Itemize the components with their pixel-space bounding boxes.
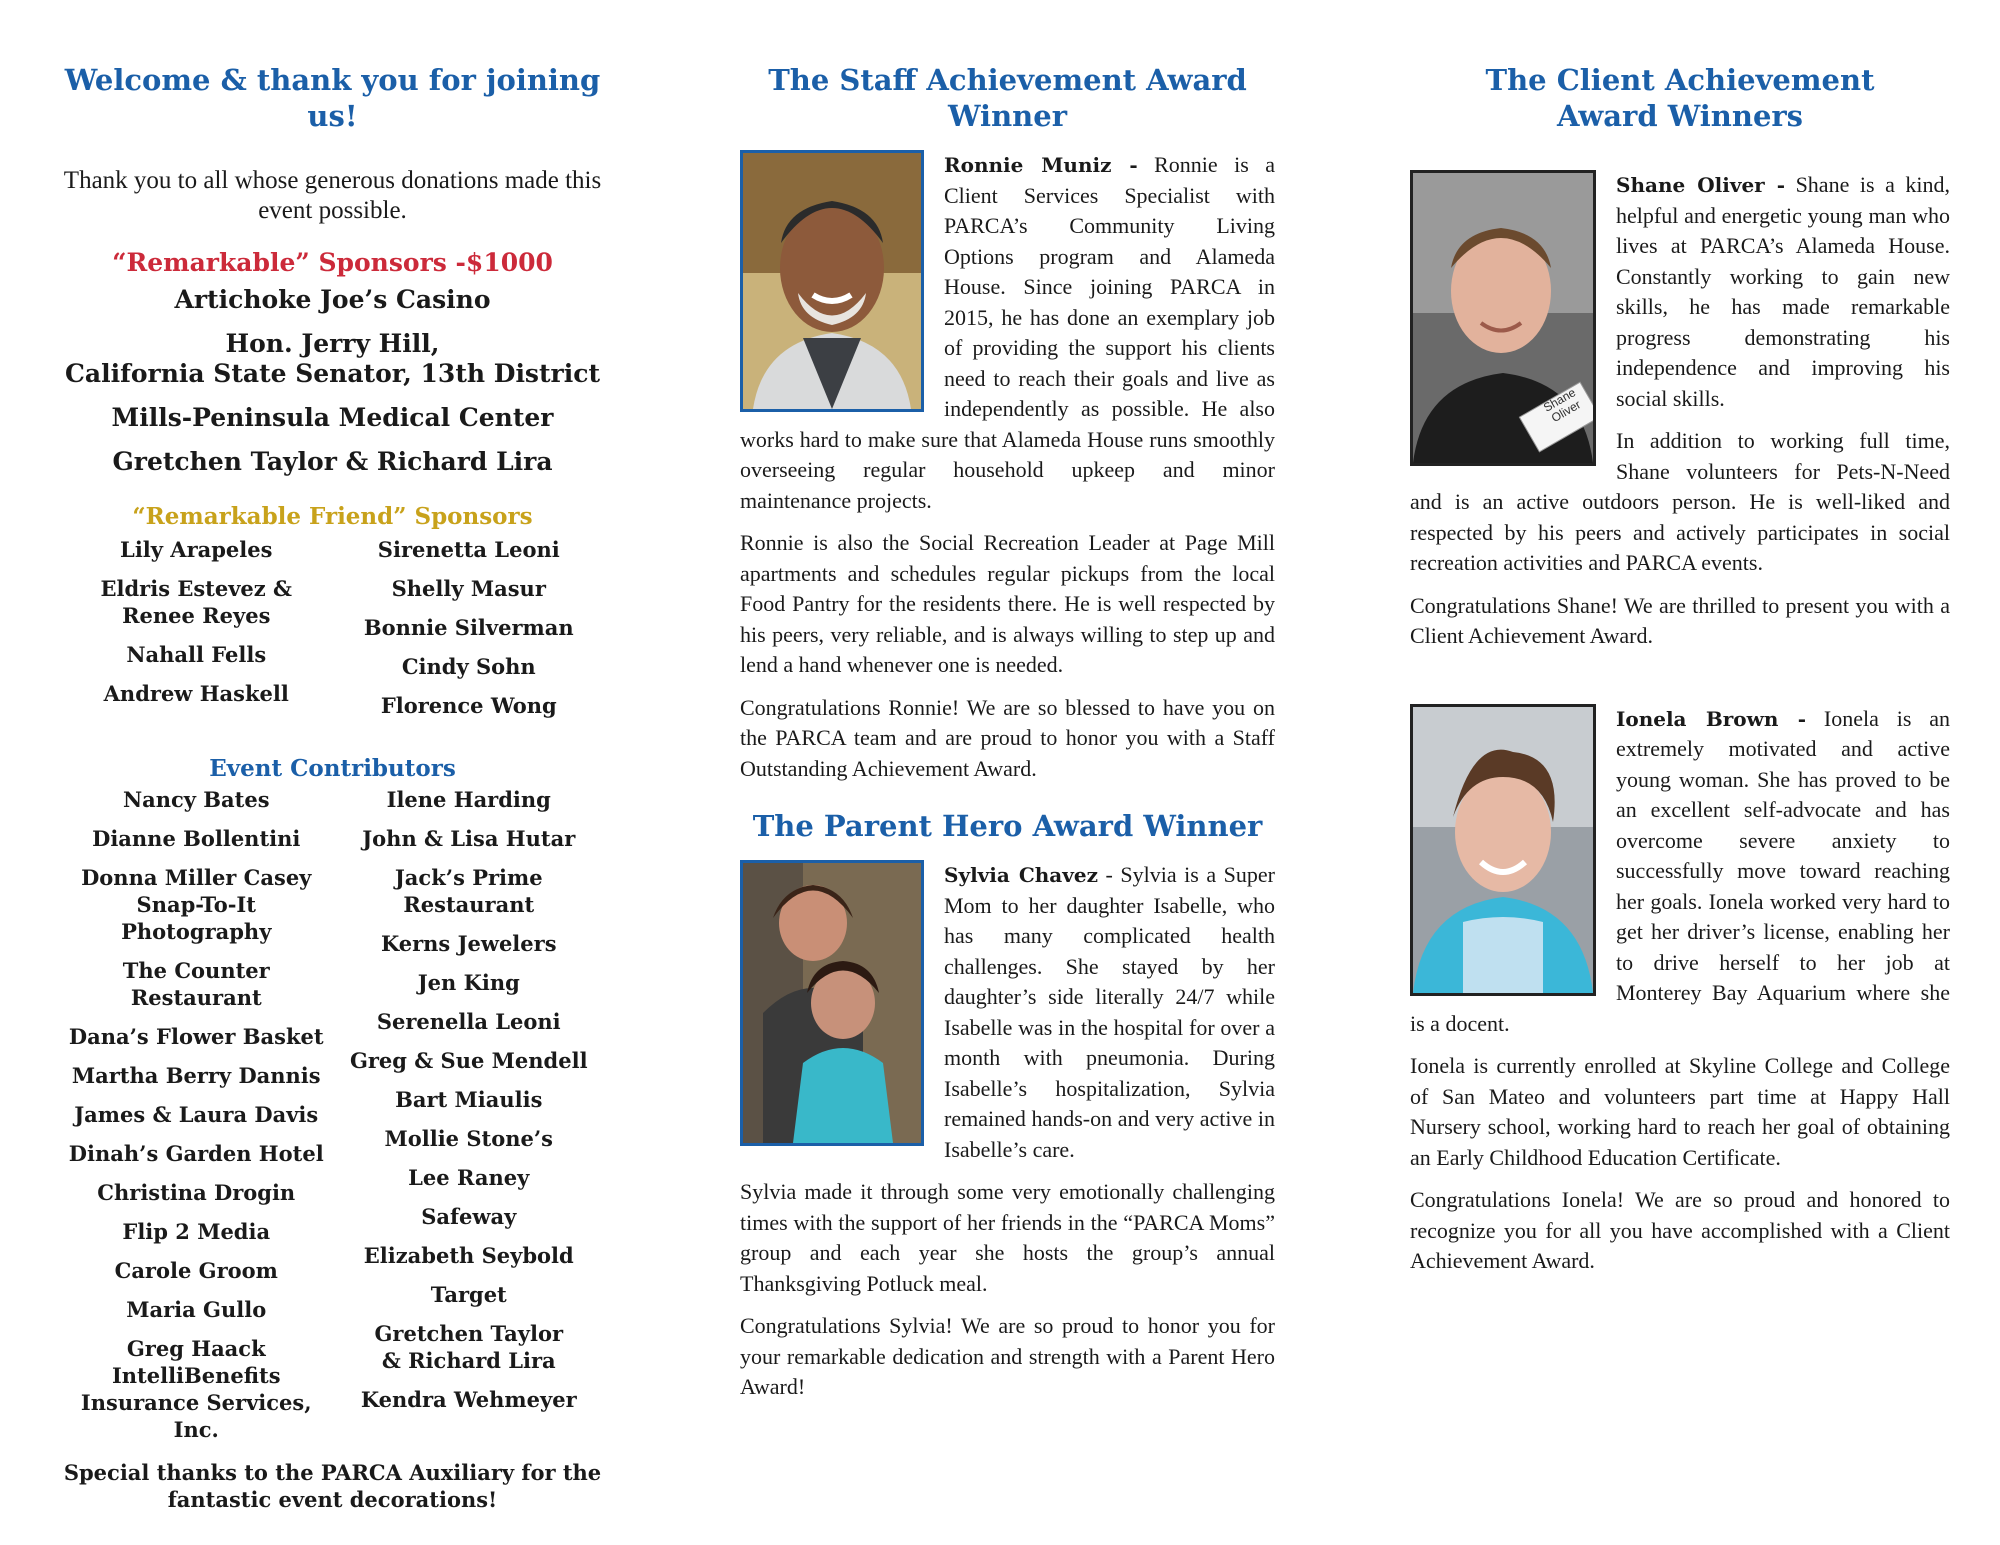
list-item: Eldris Estevez & Renee Reyes [100, 576, 292, 628]
list-item: Christina Drogin [97, 1180, 296, 1205]
ionela-photo [1410, 704, 1596, 996]
list-item: Bart Miaulis [395, 1087, 543, 1112]
list-item: Mollie Stone’s [384, 1126, 553, 1151]
list-item: Gretchen Taylor & Richard Lira [374, 1321, 564, 1373]
parent-award-section [740, 808, 1275, 1403]
shane-photo [1410, 170, 1596, 466]
list-item: Martha Berry Dannis [71, 1063, 321, 1088]
ionela-winner-name: Ionela Brown - [1616, 706, 1807, 731]
ionela-portrait-image [1413, 707, 1593, 993]
list-item: Greg & Sue Mendell [349, 1048, 588, 1073]
friend-sponsors-list [60, 536, 605, 731]
list-item: Serenella Leoni [376, 1009, 561, 1034]
list-item: Dinah’s Garden Hotel [68, 1141, 324, 1166]
staff-paragraph-3: Congratulations Ronnie! We are so blessed to have you on the PARCA team and are proud to honor you with a Staff Outstanding Achievement Award. [740, 694, 1275, 781]
sponsor-item: Mills-Peninsula Medical Center [111, 403, 554, 432]
ronnie-portrait-image [743, 153, 921, 409]
parent-paragraph-2: Sylvia made it through some very emotionally challenging times with the support of her friends in the “PARCA Moms” group and each year she hosts the group’s annual Thanksgiving Potluck meal. [740, 1179, 1275, 1296]
list-item: Ilene Harding [386, 787, 551, 812]
sylvia-isabelle-image [743, 863, 921, 1143]
list-item: Jen King [417, 970, 520, 995]
list-item: Target [430, 1282, 507, 1307]
list-item: Lily Arapeles [120, 537, 273, 562]
sponsor-item: Gretchen Taylor & Richard Lira [112, 447, 553, 476]
list-item: Dianne Bollentini [92, 826, 301, 851]
sponsor-item: Artichoke Joe’s Casino [174, 285, 491, 314]
list-item: Nancy Bates [122, 787, 270, 812]
list-item: Jack’s Prime Restaurant [394, 865, 543, 917]
shane-name-tag: Shane Oliver [1540, 385, 1584, 426]
list-item: Lee Raney [408, 1165, 530, 1190]
list-item: Sirenetta Leoni [377, 537, 560, 562]
ionela-bio-text: Ionela is an extremely motivated and active young woman. She has proved to be an excellent self-advocate and has overcome severe anxiety to successfully move toward reaching her goals. Ionela worked very hard to get her driver’s license, enabling her to drive herself to her job at Monterey Bay Aquarium where she is a docent. [1410, 705, 1950, 1036]
list-item: Kerns Jewelers [380, 931, 557, 956]
client-awards-column [1410, 62, 1950, 1289]
list-item: Kendra Wehmeyer [360, 1387, 577, 1412]
list-item: Flip 2 Media [122, 1219, 271, 1244]
list-item: Carole Groom [114, 1258, 278, 1283]
shane-winner-name: Shane Oliver - [1616, 173, 1786, 197]
list-item: Nahall Fells [126, 642, 267, 667]
list-item: Bonnie Silverman [363, 615, 574, 640]
sponsor-item: California State Senator, 13th District [65, 359, 600, 388]
list-item: John & Lisa Hutar [362, 826, 576, 851]
list-item: Andrew Haskell [103, 681, 289, 706]
staff-award-heading: The Staff Achievement Award Winner [768, 63, 1247, 133]
list-item: Safeway [421, 1204, 517, 1229]
shane-paragraph-2: In addition to working full time, Shane volunteers for Pets-N-Need and is an active outdoors person. He is well-liked and respected by his peers and actively participates in social recreation activities and PARCA events. [1410, 428, 1950, 575]
staff-parent-awards-column [740, 62, 1275, 1415]
intro-text: Thank you to all whose generous donations made this event possible. [63, 167, 602, 224]
staff-award-story [740, 150, 1275, 784]
remarkable-sponsors-heading: “Remarkable” Sponsors -$1000 [112, 248, 553, 277]
staff-bio-text: Ronnie is a Client Services Specialist with PARCA’s Community Living Options program and Alameda House. Since joining PARCA in 2015, he has done an exemplary job of providing the support his clients need to reach their goals and live as independently as possible. He also works hard to make sure that Alameda House runs smoothly overseeing regular household upkeep and minor maintenance projects. [740, 152, 1275, 513]
sponsors-column [60, 62, 605, 1513]
list-item: Donna Miller Casey Snap-To-It Photography [81, 865, 312, 944]
client-award-heading-line2: Award Winners [1556, 99, 1804, 133]
friend-sponsors-heading: “Remarkable Friend” Sponsors [132, 503, 533, 530]
sylvia-isabelle-photo [740, 860, 924, 1146]
list-item: Dana’s Flower Basket [68, 1024, 324, 1049]
list-item: The Counter Restaurant [122, 958, 270, 1010]
shane-bio-text: Shane is a kind, helpful and energetic young man who lives at PARCA’s Alameda House. Constantly working to gain new skills, he has made remarkable progress demonstrating his independence and improving his social skills. [1616, 172, 1950, 411]
contributors-list [60, 786, 605, 1455]
list-item: James & Laura Davis [74, 1102, 319, 1127]
closing-thanks: Special thanks to the PARCA Auxiliary for the fantastic event decorations! [63, 1460, 602, 1512]
list-item: Elizabeth Seybold [363, 1243, 574, 1268]
list-item: Maria Gullo [126, 1297, 267, 1322]
shane-portrait-image [1413, 173, 1593, 463]
parent-paragraph-3: Congratulations Sylvia! We are so proud to honor you for your remarkable dedication and strength with a Parent Hero Award! [740, 1313, 1275, 1399]
list-item: Shelly Masur [391, 576, 546, 601]
ionela-story [1410, 704, 1950, 1277]
ionela-paragraph-2: Ionela is currently enrolled at Skyline College and College of San Mateo and volunteers part time at Happy Hall Nursery school, working hard to reach her goal of obtaining an Early Childhood Education Certificate. [1410, 1053, 1950, 1170]
shane-story [1410, 170, 1950, 652]
list-item: Florence Wong [380, 693, 557, 718]
parent-winner-name: Sylvia Chavez [944, 863, 1098, 887]
ronnie-photo [740, 150, 924, 412]
ionela-paragraph-3: Congratulations Ionela! We are so proud and honored to recognize you for all you have accomplished with a Client Achievement Award. [1410, 1187, 1950, 1273]
parent-bio-text: - Sylvia is a Super Mom to her daughter Isabelle, who has many complicated health challenges. She stayed by her daughter’s side literally 24/7 while Isabelle was in the hospital for over a month with pneumonia. During Isabelle’s hospitalization, Sylvia remained hands-on and very active in Isabelle’s care. [944, 862, 1275, 1162]
shane-paragraph-3: Congratulations Shane! We are thrilled to present you with a Client Achievement Award. [1410, 592, 1950, 648]
list-item: Cindy Sohn [401, 654, 536, 679]
event-contributors-heading: Event Contributors [209, 755, 456, 782]
parent-award-heading: The Parent Hero Award Winner [752, 809, 1263, 843]
staff-paragraph-2: Ronnie is also the Social Recreation Leader at Page Mill apartments and schedules regular pickups from the local Food Pantry for the residents there. He is well respected by his peers, very reliable, and is always willing to step up and lend a hand whenever one is needed. [740, 530, 1275, 677]
client-award-heading-line1: The Client Achievement [1485, 63, 1875, 97]
staff-winner-name: Ronnie Muniz - [944, 153, 1138, 177]
sponsor-item: Hon. Jerry Hill, [225, 329, 440, 358]
list-item: Greg Haack IntelliBenefits Insurance Services, Inc. [80, 1336, 312, 1442]
welcome-heading: Welcome & thank you for joining us! [64, 63, 601, 133]
